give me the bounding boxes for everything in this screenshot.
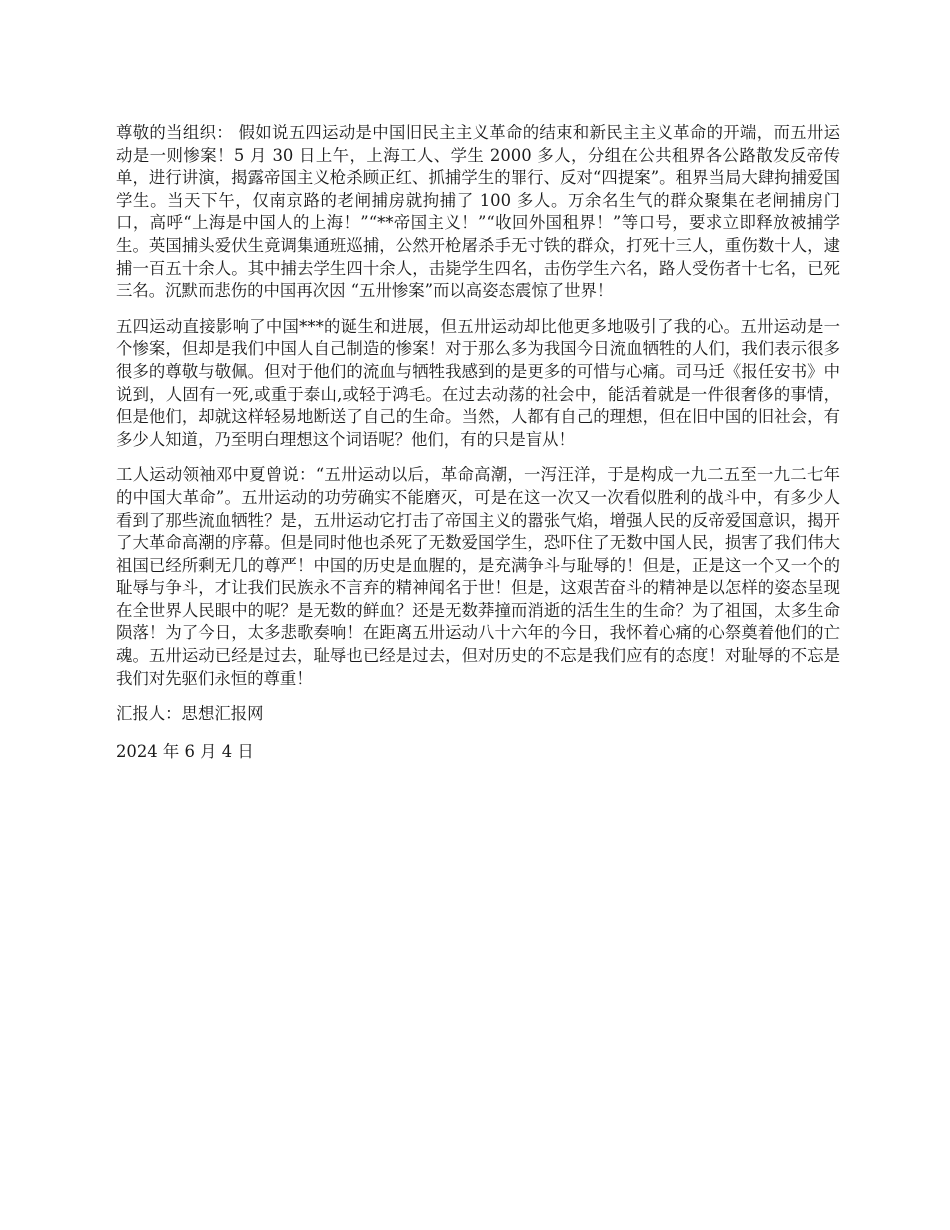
paragraph-2: 五四运动直接影响了中国***的诞生和进展，但五卅运动却比他更多地吸引了我的心。五卅运动是一个惨案，但却是我们中国人自己制造的惨案！对于那么多为我国今日流血牺牲的人们，我们表示很多很多的尊敬与敬佩。但对于他们的流血与牺牲我感到的是更多的可惜与心痛。司马迁《报任安书》中说到，人固有一死,或重于泰山,或轻于鸿毛。在过去动荡的社会中，能活着就是一件很奢侈的事情，但是他们，却就这样轻易地断送了自己的生命。当然，人都有自己的理想，但在旧中国的旧社会，有多少人知道，乃至明白理想这个词语呢？他们，有的只是盲从！ bbox=[116, 316, 840, 449]
document-page bbox=[116, 122, 840, 778]
paragraph-3: 工人运动领袖邓中夏曾说：“五卅运动以后，革命高潮，一泻汪洋，于是构成一九二五至一九二七年的中国大革命”。五卅运动的功劳确实不能磨灭，可是在这一次又一次看似胜利的战斗中，有多少人看到了那些流血牺牲？是，五卅运动它打击了帝国主义的嚣张气焰，增强人民的反帝爱国意识，揭开了大革命高潮的序幕。但是同时他也杀死了无数爱国学生，恐吓住了无数中国人民，损害了我们伟大祖国已经所剩无几的尊严！中国的历史是血腥的，是充满争斗与耻辱的！但是，正是这一个又一个的耻辱与争斗，才让我们民族永不言弃的精神闻名于世！但是，这艰苦奋斗的精神是以怎样的姿态呈现在全世界人民眼中的呢？是无数的鲜血？还是无数莽撞而消逝的活生生的生命？为了祖国，太多生命陨落！为了今日，太多悲歌奏响！在距离五卅运动八十六年的今日，我怀着心痛的心祭奠着他们的亡魂。五卅运动已经是过去，耻辱也已经是过去，但对历史的不忘是我们应有的态度！对耻辱的不忘是我们对先驱们永恒的尊重！ bbox=[116, 465, 840, 688]
date-line: 2024 年 6 月 4 日 bbox=[116, 741, 254, 761]
reporter-line: 汇报人：思想汇报网 bbox=[116, 704, 264, 724]
paragraph-1: 尊敬的当组织： 假如说五四运动是中国旧民主主义革命的结束和新民主主义革命的开端，而五卅运动是一则惨案！5 月 30 日上午，上海工人、学生 2000 多人，分组在公共租界各公路散发反帝传单，进行讲演，揭露帝国主义枪杀顾正红、抓捕学生的罪行、反对“四提案”。租界当局大肆拘捕爱国学生。当天下午，仅南京路的老闸捕房就拘捕了 100 多人。万余名生气的群众聚集在老闸捕房门口，高呼“上海是中国人的上海！”“**帝国主义！”“收回外国租界！”等口号，要求立即释放被捕学生。英国捕头爱伏生竟调集通班巡捕，公然开枪屠杀手无寸铁的群众，打死十三人，重伤数十人，逮捕一百五十余人。其中捕去学生四十余人，击毙学生四名，击伤学生六名，路人受伤者十七名，已死三名。沉默而悲伤的中国再次因 “五卅惨案”而以高姿态震惊了世界！ bbox=[116, 123, 840, 301]
